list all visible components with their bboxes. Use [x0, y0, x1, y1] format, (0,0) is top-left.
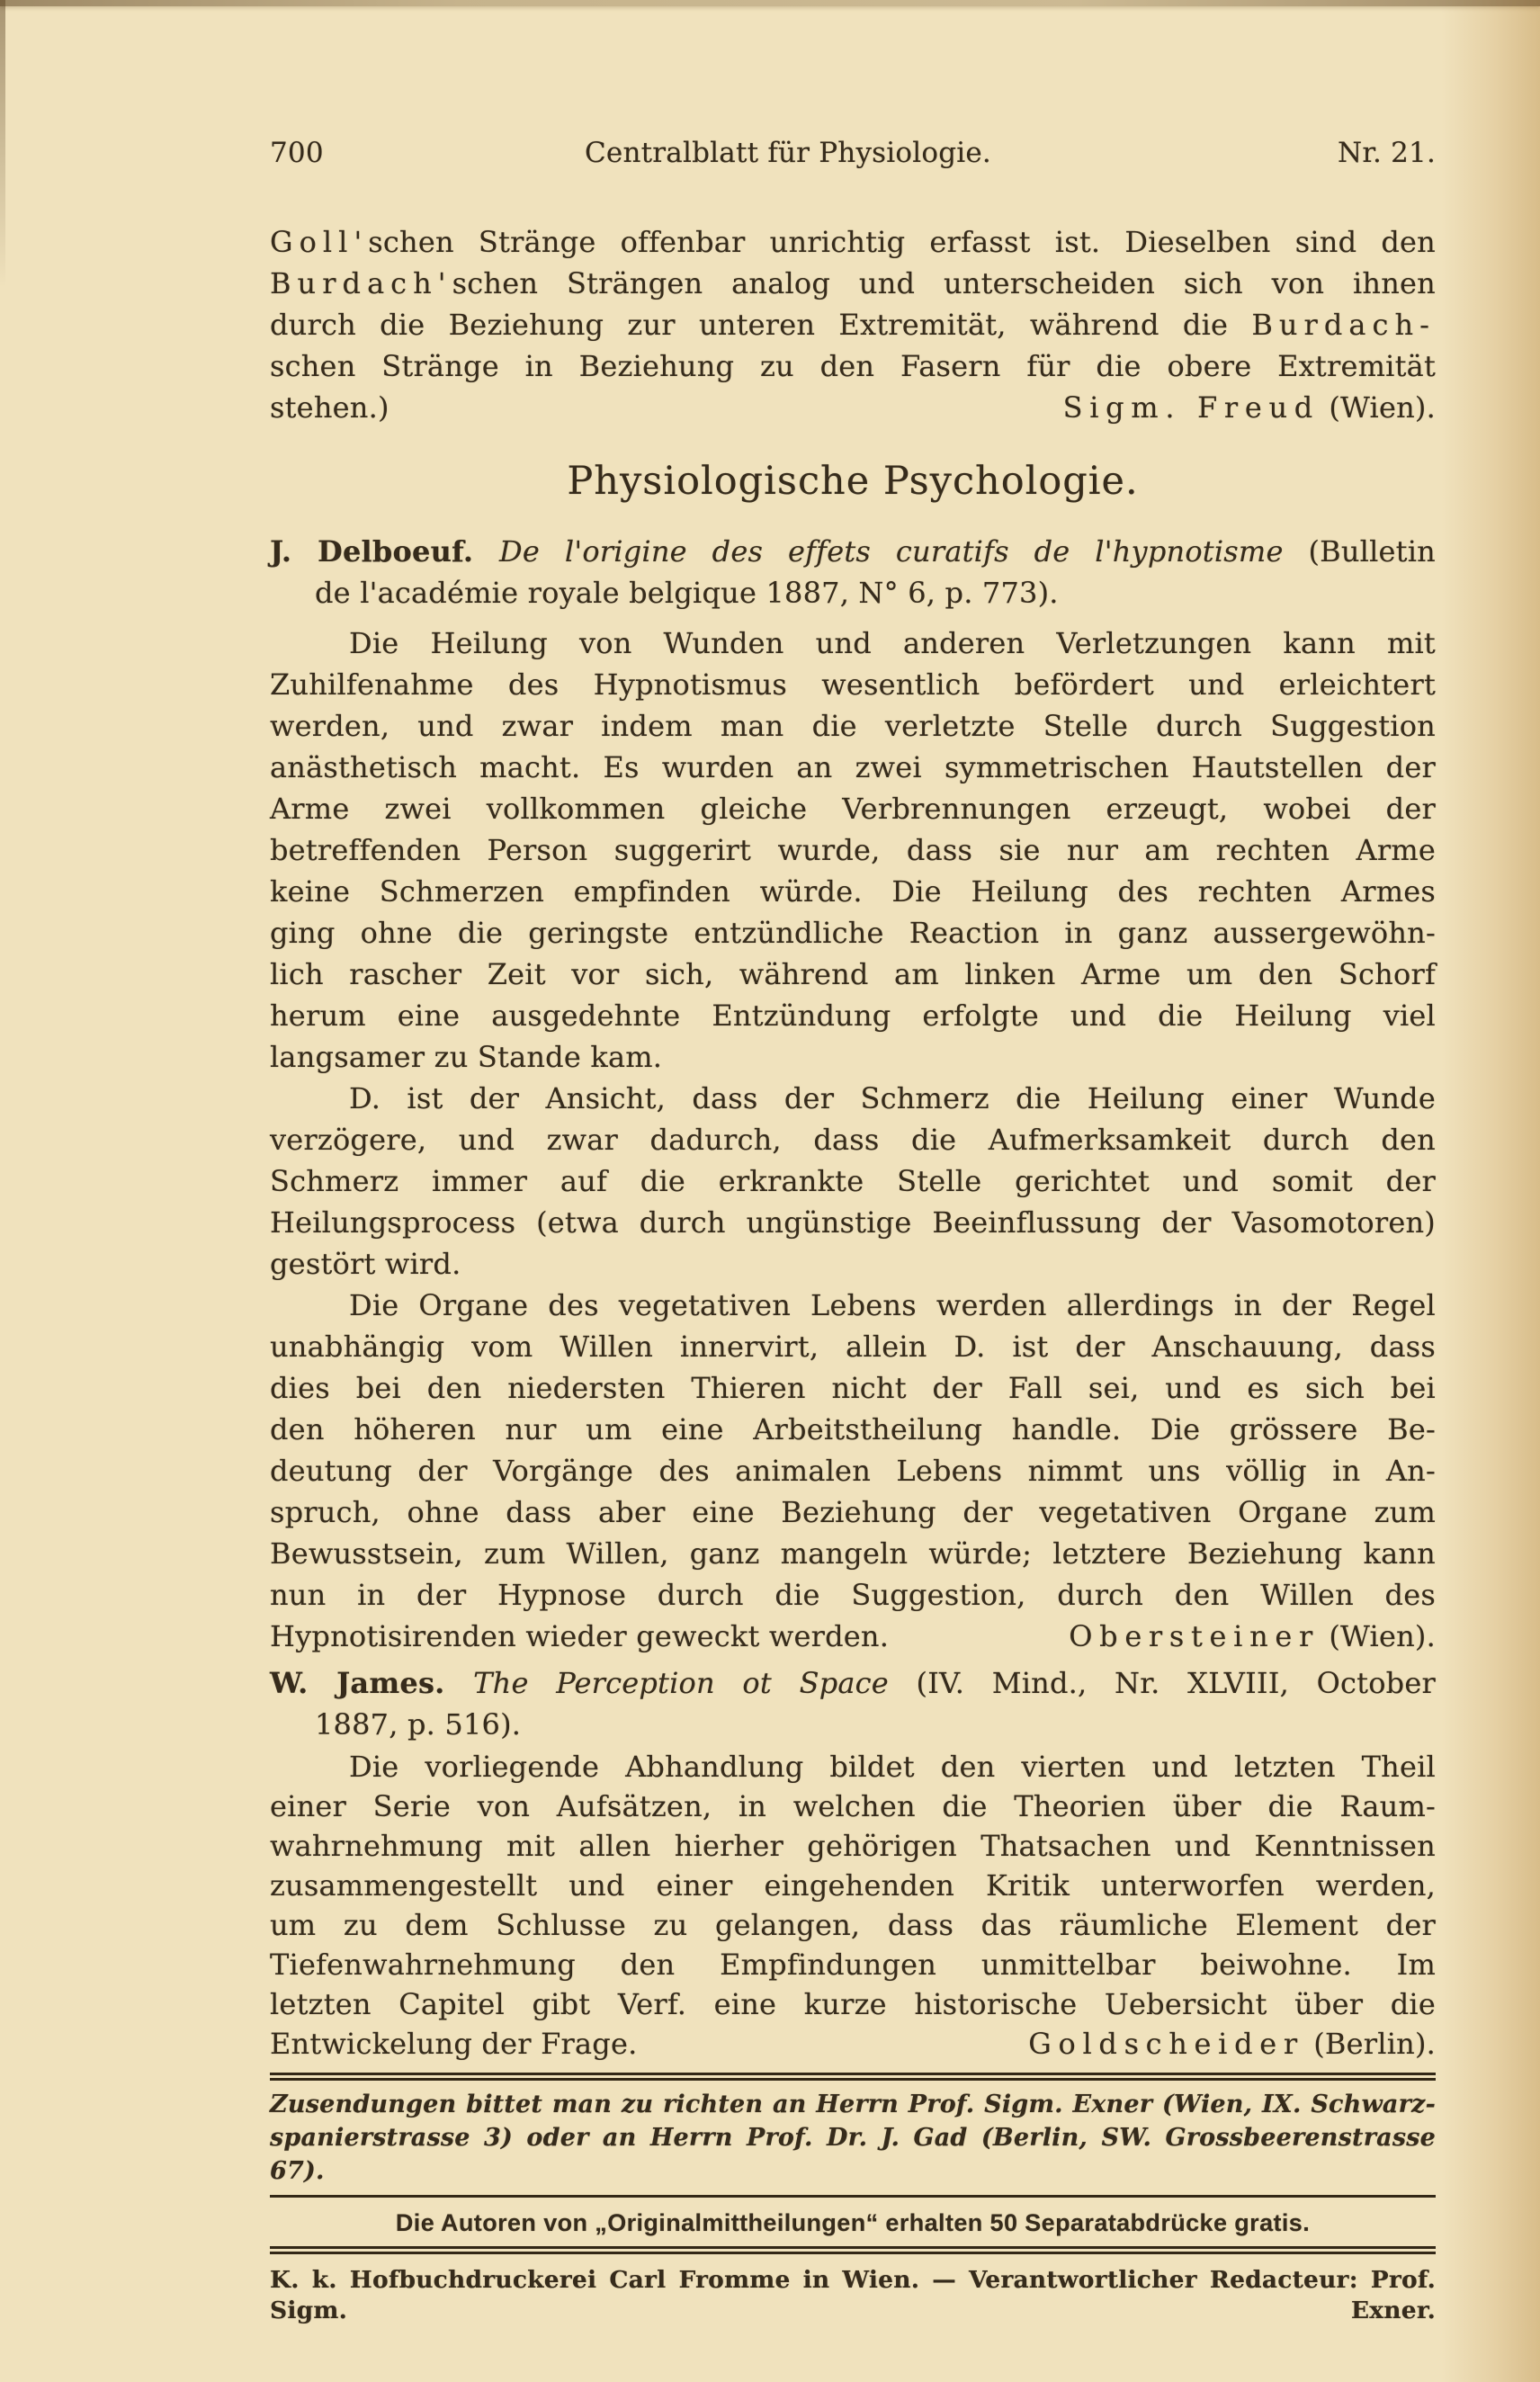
- abstract-last-line: gestört wird.: [270, 1247, 461, 1281]
- abstract-line: Schmerz immer auf die erkrankte Stelle gerichtet und somit der: [270, 1164, 1436, 1198]
- abstract-line: verzögere, und zwar dadurch, dass die Aufmerksamkeit durch den: [270, 1123, 1436, 1157]
- section-heading: Physiologische Psychologie.: [567, 459, 1139, 504]
- citation-author: W. James.: [270, 1666, 474, 1700]
- line-text: Entwickelung der Frage.: [270, 2027, 638, 2061]
- citation-james: [270, 1662, 1436, 1745]
- abstract-freud-paragraph: [270, 221, 1436, 428]
- abstract-line: unabhängig vom Willen innervirt, allein D. ist der Anschauung, dass: [270, 1330, 1436, 1364]
- abstract-delboeuf-paragraph-3: [270, 1285, 1436, 1657]
- abstract-last-line: [270, 387, 1436, 428]
- abstract-delboeuf-paragraph-1: [270, 622, 1436, 1078]
- author-signature: [1063, 387, 1436, 428]
- submission-notice-line: spanierstrasse 3) oder an Herrn Prof. Dr. J. Gad (Berlin, SW. Grossbeerenstrasse 67).: [270, 2124, 1436, 2185]
- journal-title: Centralblatt für Physiologie.: [585, 137, 991, 169]
- author-signature: [1069, 1616, 1436, 1657]
- abstract-last-line: langsamer zu Stande kam.: [270, 1040, 663, 1074]
- abstract-line: Die Heilung von Wunden und anderen Verletzungen kann mit: [349, 626, 1436, 660]
- running-header: [270, 135, 1436, 171]
- issue-number: Nr. 21.: [1338, 137, 1436, 169]
- abstract-line: Zuhilfenahme des Hypnotismus wesentlich befördert und erleichtert: [270, 667, 1436, 702]
- abstract-line: wahrnehmung mit allen hierher gehörigen Thatsachen und Kenntnissen: [270, 1829, 1436, 1863]
- line-text: Hypnotisirenden wieder geweckt werden.: [270, 1619, 890, 1653]
- citation-line: [270, 531, 1436, 572]
- citation-title: The Perception ot Space: [473, 1666, 917, 1700]
- citation-delboeuf: [270, 531, 1436, 613]
- line-text: schen Strängen analog und unterscheiden sich von ihnen: [452, 266, 1436, 300]
- abstract-line: [270, 304, 1436, 345]
- single-rule: [270, 2195, 1436, 2198]
- abstract-delboeuf-paragraph-2: [270, 1078, 1436, 1285]
- abstract-line: [270, 263, 1436, 304]
- abstract-line: D. ist der Ansicht, dass der Schmerz die Heilung einer Wunde: [349, 1081, 1436, 1115]
- citation-title: De l'origine des effets curatifs de l'hypnotisme: [499, 534, 1309, 569]
- abstract-line: keine Schmerzen empfinden würde. Die Heilung des rechten Armes: [270, 874, 1436, 909]
- citation-author: J. Delboeuf.: [270, 534, 500, 569]
- abstract-line: lich rascher Zeit vor sich, während am linken Arme um den Schorf: [270, 957, 1436, 991]
- abstract-james-paragraph: [270, 1747, 1436, 2064]
- signature-location: (Wien).: [1319, 390, 1436, 425]
- citation-ref: (IV. Mind., Nr. XLVIII, October: [916, 1666, 1436, 1700]
- abstract-line: Die vorliegende Abhandlung bildet den vierten und letzten Theil: [349, 1750, 1436, 1784]
- double-rule-bottom: [270, 2246, 1436, 2254]
- double-rule-top: [270, 2073, 1436, 2081]
- abstract-line: schen Stränge in Beziehung zu den Fasern für die obere Extremität: [270, 349, 1436, 383]
- citation-ref: (Bulletin: [1308, 534, 1436, 569]
- abstract-last-line: [270, 2024, 1436, 2064]
- emphasized-name: Burdach': [270, 266, 452, 300]
- page-left-edge: [0, 0, 5, 288]
- submission-notice: [270, 2088, 1436, 2188]
- signature-location: (Berlin).: [1303, 2027, 1436, 2061]
- abstract-line: Die Organe des vegetativen Lebens werden allerdings in der Regel: [349, 1288, 1436, 1322]
- abstract-line: ging ohne die geringste entzündliche Reaction in ganz aussergewöhn-: [270, 916, 1436, 950]
- page-top-edge: [0, 0, 1540, 6]
- signature-name: Goldscheider: [1028, 2027, 1304, 2061]
- abstract-line: spruch, ohne dass aber eine Beziehung der vegetativen Organe zum: [270, 1495, 1436, 1529]
- abstract-line: [270, 221, 1436, 263]
- citation-line: de l'académie royale belgique 1887, N° 6, p. 773).: [315, 576, 1059, 610]
- page-content: [270, 135, 1436, 2326]
- abstract-line: betreffenden Person suggerirt wurde, dass sie nur am rechten Arme: [270, 833, 1436, 867]
- abstract-line: zusammengestellt und einer eingehenden Kritik unterworfen werden,: [270, 1868, 1436, 1903]
- emphasized-name: Burdach-: [1251, 308, 1436, 342]
- abstract-line: anästhetisch macht. Es wurden an zwei symmetrischen Hautstellen der: [270, 750, 1436, 784]
- abstract-line: letzten Capitel gibt Verf. eine kurze historische Uebersicht über die: [270, 1987, 1436, 2021]
- author-signature: [1028, 2024, 1436, 2064]
- abstract-line: herum eine ausgedehnte Entzündung erfolgte und die Heilung viel: [270, 998, 1436, 1033]
- abstract-line: Tiefenwahrnehmung den Empfindungen unmittelbar beiwohne. Im: [270, 1948, 1436, 1982]
- signature-location: (Wien).: [1319, 1619, 1436, 1653]
- page-right-edge-shading: [1441, 0, 1540, 2382]
- citation-line: 1887, p. 516).: [315, 1707, 522, 1742]
- abstract-last-line: [270, 1616, 1436, 1657]
- abstract-line: Arme zwei vollkommen gleiche Verbrennungen erzeugt, wobei der: [270, 792, 1436, 826]
- abstract-line: werden, und zwar indem man die verletzte Stelle durch Suggestion: [270, 709, 1436, 743]
- page-number: 700: [270, 137, 324, 169]
- line-text: durch die Beziehung zur unteren Extremität, während die: [270, 308, 1252, 342]
- abstract-line: deutung der Vorgänge des animalen Lebens nimmt uns völlig in An-: [270, 1454, 1436, 1488]
- abstract-line: um zu dem Schlusse zu gelangen, dass das räumliche Element der: [270, 1908, 1436, 1942]
- page-footer: [270, 2073, 1436, 2326]
- abstract-line: Heilungsprocess (etwa durch ungünstige Beeinflussung der Vasomotoren): [270, 1205, 1436, 1240]
- emphasized-name: Goll': [270, 225, 369, 259]
- printer-imprint: K. k. Hofbuchdruckerei Carl Fromme in Wien. — Verantwortlicher Redacteur: Prof. Sigm. Exner.: [270, 2266, 1436, 2324]
- abstract-line: nun in der Hypnose durch die Suggestion, durch den Willen des: [270, 1578, 1436, 1612]
- line-text: stehen.): [270, 390, 389, 425]
- abstract-line: Bewusstsein, zum Willen, ganz mangeln würde; letztere Beziehung kann: [270, 1536, 1436, 1571]
- signature-name: Sigm. Freud: [1062, 390, 1320, 425]
- abstract-line: den höheren nur um eine Arbeitstheilung handle. Die grössere Be-: [270, 1412, 1436, 1446]
- citation-line: [270, 1662, 1436, 1704]
- abstract-line: einer Serie von Aufsätzen, in welchen die Theorien über die Raum-: [270, 1789, 1436, 1823]
- signature-name: Obersteiner: [1069, 1619, 1320, 1653]
- authors-note: Die Autoren von „Originalmittheilungen“ erhalten 50 Separatabdrücke gratis.: [395, 2209, 1311, 2236]
- submission-notice-line: Zusendungen bittet man zu richten an Herrn Prof. Sigm. Exner (Wien, IX. Schwarz-: [270, 2091, 1436, 2118]
- line-text: schen Stränge offenbar unrichtig erfasst ist. Dieselben sind den: [368, 225, 1436, 259]
- abstract-line: dies bei den niedersten Thieren nicht der Fall sei, und es sich bei: [270, 1371, 1436, 1405]
